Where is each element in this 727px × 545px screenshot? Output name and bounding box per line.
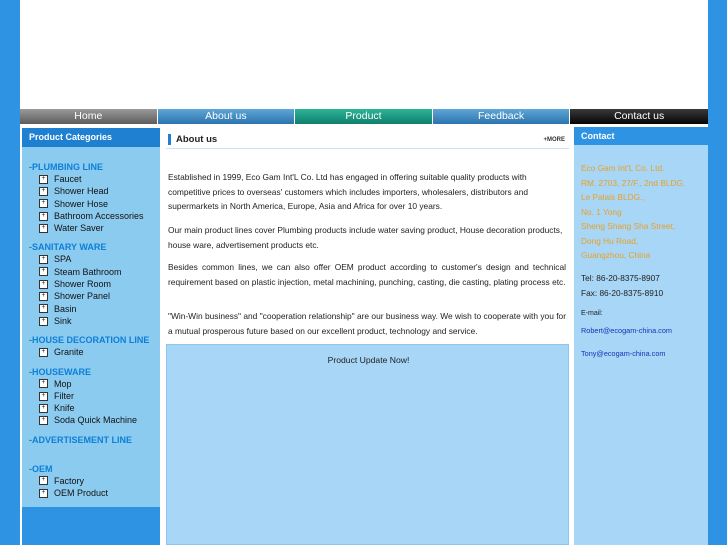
category-item-label: Bathroom Accessories: [54, 210, 144, 221]
expand-plus-icon: +: [39, 292, 48, 301]
expand-plus-icon: +: [39, 280, 48, 289]
product-categories-sidebar: [22, 128, 160, 545]
category-item-label: Soda Quick Machine: [54, 415, 138, 426]
address-line: Sheng Shang Sha Street,: [581, 221, 676, 231]
category-title[interactable]: -OEM: [29, 463, 53, 474]
email-label: E-mail:: [581, 310, 603, 317]
expand-plus-icon: +: [39, 404, 48, 413]
category-item[interactable]: [22, 198, 160, 210]
expand-plus-icon: +: [39, 476, 48, 485]
contact-title: Contact: [574, 127, 708, 145]
category-item[interactable]: [22, 402, 160, 414]
expand-plus-icon: +: [39, 379, 48, 388]
expand-plus-icon: +: [39, 255, 48, 264]
address-line: No. 1 Yong: [581, 206, 622, 217]
category-title[interactable]: -HOUSE DECORATION LINE: [29, 335, 150, 346]
expand-plus-icon: +: [39, 392, 48, 401]
category-item[interactable]: [22, 390, 160, 402]
category-item-label: Granite: [54, 347, 84, 358]
about-title: About us: [176, 134, 218, 145]
category-item[interactable]: [22, 185, 160, 197]
address-line: Guangzhou, China: [581, 250, 651, 260]
header-banner: [20, 0, 708, 109]
category-list: [22, 147, 160, 499]
expand-plus-icon: +: [39, 304, 48, 313]
category-item-label: OEM Product: [54, 488, 109, 499]
category-item-label: Faucet: [54, 174, 82, 184]
about-section: [166, 128, 569, 545]
category-item[interactable]: [22, 315, 160, 327]
expand-plus-icon: +: [39, 224, 48, 233]
about-paragraph-1: Established in 1999, Eco Gam Int'L Co. Ltd has engaged in offering suitable quality products with competitive prices to overseas' customers which includes importers, wholesalers, distributors and supermarkets in North America, Europe, Asia and Africa for over 10 years.: [168, 172, 529, 211]
fax: Fax: 86-20-8375-8910: [581, 287, 664, 298]
category-item[interactable]: [22, 378, 160, 390]
category-item-label: Filter: [54, 390, 74, 401]
category-item[interactable]: [22, 414, 160, 426]
category-item-label: Basin: [54, 303, 77, 314]
expand-plus-icon: +: [39, 199, 48, 208]
category-item-label: Steam Bathroom: [54, 266, 122, 277]
telephone: Tel: 86-20-8375-8907: [581, 273, 660, 283]
category-item-label: Shower Head: [54, 186, 109, 197]
category-item[interactable]: [22, 210, 160, 222]
category-item-label: Knife: [54, 403, 75, 414]
category-item[interactable]: [22, 487, 160, 499]
expand-plus-icon: +: [39, 187, 48, 196]
category-item[interactable]: [22, 303, 160, 315]
category-item-label: Water Saver: [54, 223, 104, 234]
email-link-robert[interactable]: Robert@ecogam-china.com: [581, 326, 672, 335]
category-title[interactable]: -SANITARY WARE: [29, 242, 107, 253]
expand-plus-icon: +: [39, 416, 48, 425]
nav-product[interactable]: Product: [295, 109, 433, 124]
email-link-tony[interactable]: Tony@ecogam-china.com: [581, 349, 666, 358]
category-item[interactable]: [22, 278, 160, 290]
category-item[interactable]: [22, 475, 160, 487]
nav-home[interactable]: Home: [20, 109, 158, 124]
nav-about-us[interactable]: About us: [158, 109, 296, 124]
category-title[interactable]: -HOUSEWARE: [29, 366, 92, 377]
about-paragraph-2: Our main product lines cover Plumbing products include water saving product, House decoration products, house ware, advertisement products etc.: [168, 225, 563, 250]
category-item[interactable]: [22, 173, 160, 185]
category-title[interactable]: -ADVERTISEMENT LINE: [29, 434, 133, 445]
expand-plus-icon: +: [39, 267, 48, 276]
sidebar-footer: [22, 507, 160, 545]
expand-plus-icon: +: [39, 175, 48, 184]
category-title[interactable]: -PLUMBING LINE: [29, 162, 103, 172]
address-line: Le Palais BLDG.,: [581, 192, 645, 202]
category-item[interactable]: [22, 253, 160, 265]
category-item[interactable]: [22, 266, 160, 278]
address-line: RM. 2703, 27/F., 2nd BLDG,: [581, 177, 686, 188]
expand-plus-icon: +: [39, 212, 48, 221]
address-line: Dong Hu Road,: [581, 235, 639, 246]
nav-contact-us[interactable]: Contact us: [570, 109, 708, 124]
address-line: Eco Gam Int'L Co. Ltd.: [581, 163, 665, 173]
about-paragraph-3: Besides common lines, we can also offer OEM product according to customer's design and technical requirement based on plastic injection, metal machining, punching, casting, die casting, plating process etc.: [168, 262, 566, 287]
about-paragraph-4: "Win-Win business" and "cooperation relationship" are our business way. We wish to cooperate with you for a mutual prosperous future based on our excellent product, technology and service.: [168, 311, 566, 336]
main-nav: [20, 109, 708, 124]
expand-plus-icon: +: [39, 317, 48, 326]
category-item[interactable]: [22, 346, 160, 358]
nav-feedback[interactable]: Feedback: [433, 109, 571, 124]
category-item-label: Shower Hose: [54, 198, 109, 209]
product-update-title: Product Update Now!: [327, 355, 410, 365]
category-item-label: Sink: [54, 315, 72, 326]
expand-plus-icon: +: [39, 348, 48, 357]
category-item-label: Shower Room: [54, 279, 112, 290]
plus-icon: +: [543, 137, 547, 143]
contact-sidebar: [574, 127, 708, 545]
content-area: [20, 124, 708, 545]
category-item[interactable]: [22, 290, 160, 302]
category-item-label: SPA: [54, 254, 72, 265]
more-link[interactable]: +MORE: [543, 137, 565, 143]
category-item[interactable]: [22, 222, 160, 234]
about-header: [166, 132, 569, 149]
sidebar-title: Product Categories: [22, 128, 160, 147]
title-marker: [168, 134, 171, 145]
expand-plus-icon: +: [39, 489, 48, 498]
category-item-label: Factory: [54, 475, 85, 486]
product-update-box: [166, 344, 569, 545]
category-item-label: Mop: [54, 378, 72, 389]
category-item-label: Shower Panel: [54, 291, 111, 302]
